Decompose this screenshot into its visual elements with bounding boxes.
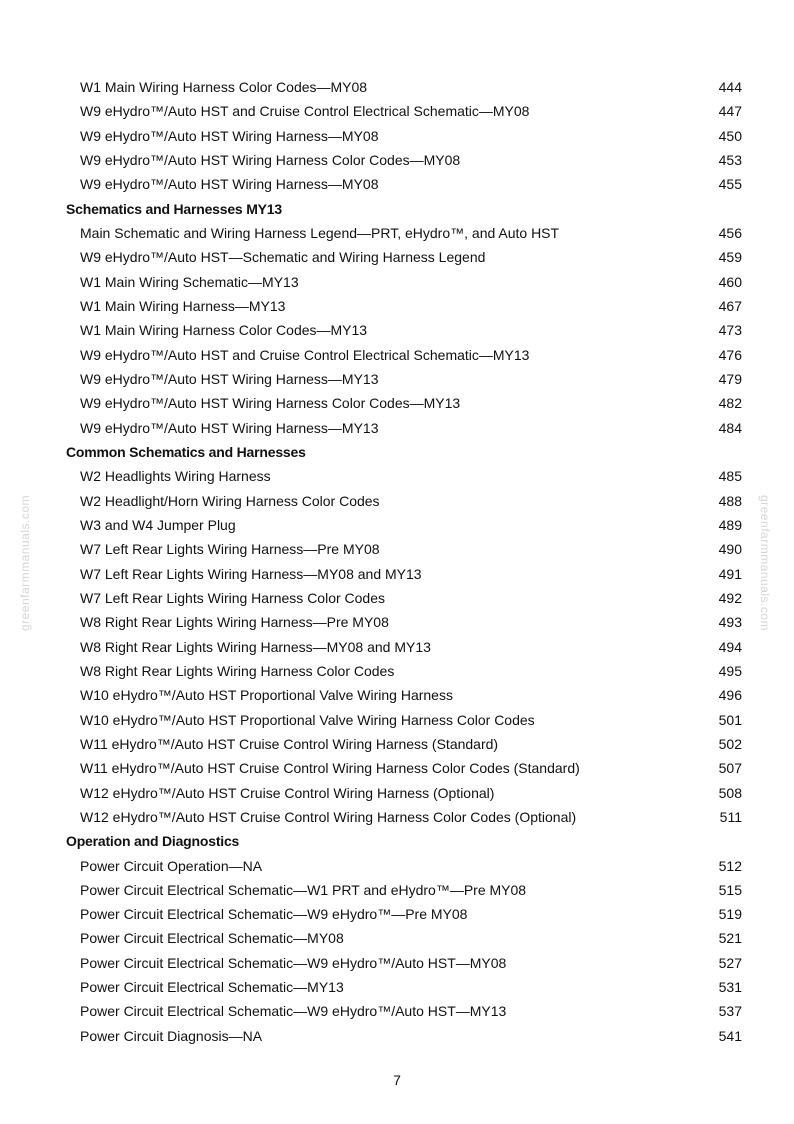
- toc-entry[interactable]: [0, 99, 794, 123]
- entry-page-number: 494: [718, 638, 742, 655]
- toc-entry[interactable]: [0, 343, 794, 367]
- toc-entry[interactable]: [0, 1024, 794, 1048]
- toc-entry[interactable]: [0, 464, 794, 488]
- entry-page-number: 531: [718, 979, 742, 996]
- entry-title: Power Circuit Electrical Schematic—MY08: [80, 930, 344, 947]
- entry-title: W9 eHydro™/Auto HST and Cruise Control Electrical Schematic—MY13: [80, 346, 530, 363]
- entry-title: W12 eHydro™/Auto HST Cruise Control Wiring Harness (Optional): [80, 784, 495, 801]
- toc-entry[interactable]: [0, 683, 794, 707]
- entry-title: Main Schematic and Wiring Harness Legend—PRT, eHydro™, and Auto HST: [80, 224, 560, 241]
- toc-entry[interactable]: [0, 781, 794, 805]
- toc-entry[interactable]: [0, 756, 794, 780]
- entry-title: W11 eHydro™/Auto HST Cruise Control Wiring Harness Color Codes (Standard): [80, 760, 580, 777]
- entry-title: W8 Right Rear Lights Wiring Harness—Pre MY08: [80, 614, 389, 631]
- toc-entry[interactable]: [0, 124, 794, 148]
- entry-page-number: 507: [718, 760, 742, 777]
- toc-entry[interactable]: [0, 635, 794, 659]
- entry-title: W2 Headlights Wiring Harness: [80, 468, 271, 485]
- entry-title: W9 eHydro™/Auto HST Wiring Harness Color Codes—MY13: [80, 395, 461, 412]
- entry-page-number: 488: [718, 492, 742, 509]
- toc-entry[interactable]: [0, 562, 794, 586]
- entry-page-number: 519: [718, 906, 742, 923]
- toc-entry[interactable]: [0, 270, 794, 294]
- entry-page-number: 511: [719, 808, 742, 825]
- toc-entry[interactable]: [0, 221, 794, 245]
- entry-page-number: 447: [718, 103, 742, 120]
- entry-title: W1 Main Wiring Schematic—MY13: [80, 273, 299, 290]
- toc-entry[interactable]: [0, 659, 794, 683]
- entry-title: Power Circuit Electrical Schematic—W9 eHydro™/Auto HST—MY08: [80, 954, 507, 971]
- entry-page-number: 527: [718, 954, 742, 971]
- entry-page-number: 491: [718, 565, 742, 582]
- entry-title: W9 eHydro™/Auto HST Wiring Harness—MY08: [80, 127, 379, 144]
- entry-page-number: 484: [718, 419, 742, 436]
- entry-page-number: 493: [718, 614, 742, 631]
- entry-page-number: 444: [718, 79, 742, 95]
- entry-page-number: 489: [718, 516, 742, 533]
- toc-entry[interactable]: [0, 878, 794, 902]
- entry-title: W9 eHydro™/Auto HST Wiring Harness—MY08: [80, 176, 379, 193]
- entry-title: W10 eHydro™/Auto HST Proportional Valve Wiring Harness Color Codes: [80, 711, 535, 728]
- entry-title: W12 eHydro™/Auto HST Cruise Control Wiring Harness Color Codes (Optional): [80, 808, 577, 825]
- toc-entry[interactable]: [0, 537, 794, 561]
- watermark-left: greenfarmmanuals.com: [18, 495, 32, 632]
- toc-entry[interactable]: [0, 148, 794, 172]
- entry-title: W9 eHydro™/Auto HST Wiring Harness Color Codes—MY08: [80, 151, 461, 168]
- entry-page-number: 455: [718, 176, 742, 193]
- toc-entry[interactable]: [0, 245, 794, 269]
- entry-title: W7 Left Rear Lights Wiring Harness—Pre MY08: [80, 541, 380, 558]
- entry-page-number: 502: [718, 735, 742, 752]
- toc-entry[interactable]: [0, 951, 794, 975]
- entry-title: W2 Headlight/Horn Wiring Harness Color Codes: [80, 492, 380, 509]
- toc-entry[interactable]: [0, 513, 794, 537]
- entry-page-number: 521: [718, 930, 742, 947]
- toc-entry[interactable]: [0, 172, 794, 196]
- entry-page-number: 501: [718, 711, 742, 728]
- toc-section-heading: [0, 440, 794, 464]
- entry-title: Power Circuit Electrical Schematic—MY13: [80, 979, 344, 996]
- entry-page-number: 456: [718, 224, 742, 241]
- toc-entry[interactable]: [0, 75, 794, 99]
- entry-title: W11 eHydro™/Auto HST Cruise Control Wiring Harness (Standard): [80, 735, 499, 752]
- page-number: 7: [393, 1072, 401, 1088]
- entry-title: Power Circuit Electrical Schematic—W9 eHydro™—Pre MY08: [80, 906, 468, 923]
- toc-entry[interactable]: [0, 318, 794, 342]
- entry-title: W3 and W4 Jumper Plug: [80, 516, 236, 533]
- section-title: Operation and Diagnostics: [66, 833, 240, 850]
- entry-page-number: 460: [718, 273, 742, 290]
- toc-entry[interactable]: [0, 489, 794, 513]
- entry-title: W8 Right Rear Lights Wiring Harness—MY08 and MY13: [80, 638, 431, 655]
- toc-entry[interactable]: [0, 732, 794, 756]
- entry-title: Power Circuit Diagnosis—NA: [80, 1027, 263, 1044]
- entry-page-number: 512: [718, 857, 742, 874]
- entry-title: Power Circuit Operation—NA: [80, 857, 263, 874]
- toc-entry[interactable]: [0, 391, 794, 415]
- toc-entry[interactable]: [0, 999, 794, 1023]
- entry-page-number: 482: [718, 395, 742, 412]
- toc-entry[interactable]: [0, 586, 794, 610]
- entry-page-number: 537: [718, 1003, 742, 1020]
- toc-entry[interactable]: [0, 902, 794, 926]
- entry-page-number: 467: [718, 297, 742, 314]
- entry-title: Power Circuit Electrical Schematic—W9 eHydro™/Auto HST—MY13: [80, 1003, 507, 1020]
- toc-section-heading: [0, 829, 794, 853]
- entry-title: W9 eHydro™/Auto HST—Schematic and Wiring Harness Legend: [80, 249, 486, 266]
- toc-section-heading: [0, 197, 794, 221]
- entry-title: W7 Left Rear Lights Wiring Harness—MY08 and MY13: [80, 565, 422, 582]
- entry-title: W1 Main Wiring Harness Color Codes—MY13: [80, 322, 368, 339]
- entry-page-number: 459: [718, 249, 742, 266]
- entry-title: W8 Right Rear Lights Wiring Harness Color Codes: [80, 662, 395, 679]
- toc-entry[interactable]: [0, 805, 794, 829]
- toc-entry[interactable]: [0, 416, 794, 440]
- entry-page-number: 541: [718, 1027, 742, 1044]
- entry-title: W9 eHydro™/Auto HST and Cruise Control Electrical Schematic—MY08: [80, 103, 530, 120]
- toc-entry[interactable]: [0, 367, 794, 391]
- section-title: Schematics and Harnesses MY13: [66, 200, 282, 217]
- toc-entry[interactable]: [0, 610, 794, 634]
- toc-entry[interactable]: [0, 294, 794, 318]
- entry-page-number: 453: [718, 151, 742, 168]
- toc-entry[interactable]: [0, 926, 794, 950]
- entry-page-number: 496: [718, 687, 742, 704]
- entry-title: W9 eHydro™/Auto HST Wiring Harness—MY13: [80, 370, 379, 387]
- toc-entry[interactable]: [0, 854, 794, 878]
- entry-page-number: 485: [718, 468, 742, 485]
- entry-title: W1 Main Wiring Harness—MY13: [80, 297, 286, 314]
- entry-title: W1 Main Wiring Harness Color Codes—MY08: [80, 79, 368, 95]
- entry-page-number: 476: [718, 346, 742, 363]
- entry-title: W9 eHydro™/Auto HST Wiring Harness—MY13: [80, 419, 379, 436]
- entry-title: Power Circuit Electrical Schematic—W1 PRT and eHydro™—Pre MY08: [80, 881, 527, 898]
- watermark-right: greenfarmmanuals.com: [758, 495, 772, 632]
- entry-page-number: 479: [718, 370, 742, 387]
- toc-entry[interactable]: [0, 708, 794, 732]
- toc-entry[interactable]: [0, 975, 794, 999]
- entry-page-number: 473: [718, 322, 742, 339]
- section-title: Common Schematics and Harnesses: [66, 443, 306, 460]
- entry-title: W10 eHydro™/Auto HST Proportional Valve Wiring Harness: [80, 687, 453, 704]
- entry-page-number: 490: [718, 541, 742, 558]
- entry-page-number: 495: [718, 662, 742, 679]
- table-of-contents: [0, 75, 794, 1048]
- entry-page-number: 492: [718, 589, 742, 606]
- entry-title: W7 Left Rear Lights Wiring Harness Color Codes: [80, 589, 386, 606]
- entry-page-number: 515: [718, 881, 742, 898]
- entry-page-number: 450: [718, 127, 742, 144]
- entry-page-number: 508: [718, 784, 742, 801]
